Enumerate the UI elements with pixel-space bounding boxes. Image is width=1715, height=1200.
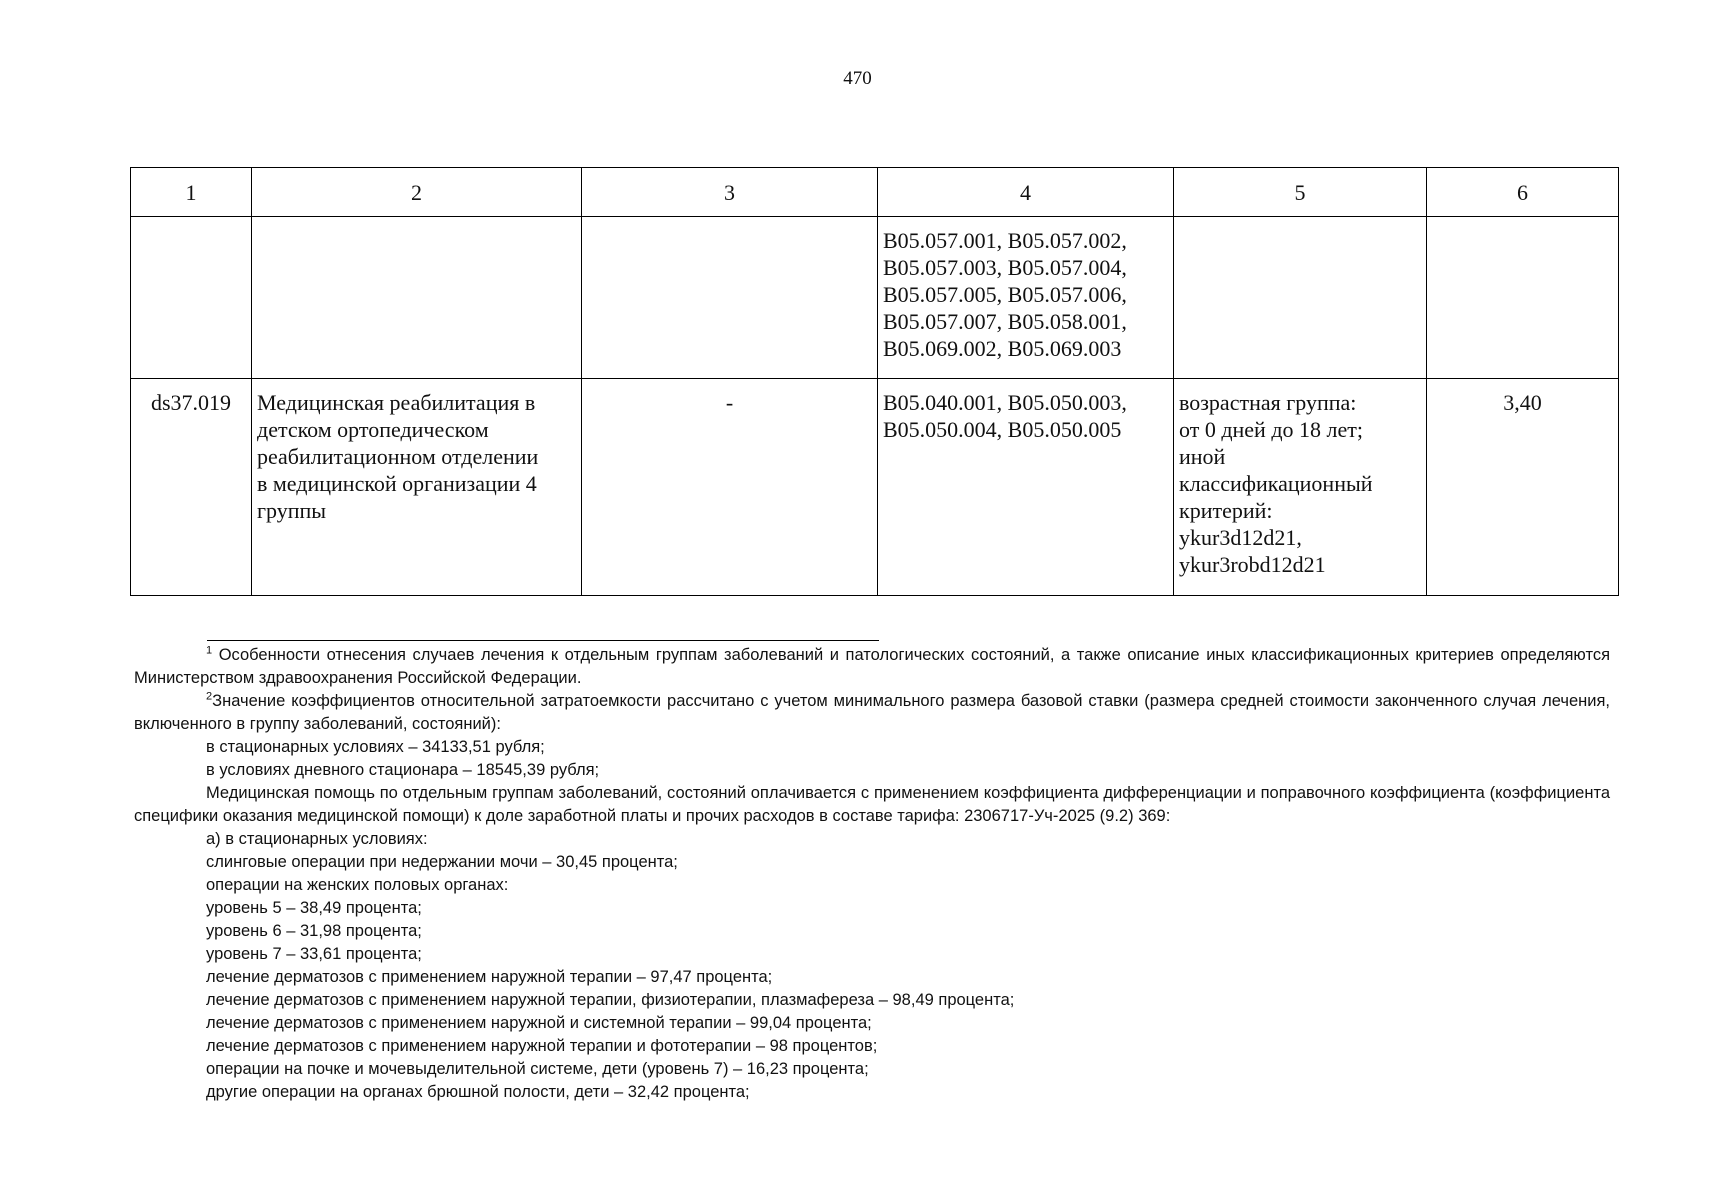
footnote-divider bbox=[207, 640, 879, 641]
page-number: 470 bbox=[843, 68, 872, 89]
coefficient-value: 3,40 bbox=[1503, 390, 1542, 415]
criteria-line: от 0 дней до 18 лет; bbox=[1179, 417, 1363, 442]
service-code-line: B05.057.003, B05.057.004, bbox=[883, 255, 1127, 280]
group-name-line: группы bbox=[257, 498, 327, 523]
criteria-line: ykur3robd12d21 bbox=[1179, 552, 1326, 577]
table-header-cell: 1 bbox=[131, 168, 252, 217]
service-code-line: B05.069.002, B05.069.003 bbox=[883, 336, 1122, 361]
table-row bbox=[131, 379, 1619, 596]
service-code-line: B05.057.001, B05.057.002, bbox=[883, 228, 1127, 253]
service-code-line: B05.050.004, B05.050.005 bbox=[883, 417, 1122, 442]
table-cell bbox=[582, 217, 878, 379]
table-cell bbox=[1174, 217, 1427, 379]
footnote-2-text: Значение коэффициентов относительной затратоемкости рассчитано с учетом минимального размера базовой ставки (размера средней стоимости законченного случая лечения, включенного в группу заболеваний, состояний): bbox=[134, 692, 1610, 733]
list-line: лечение дерматозов с применением наружной терапии и фототерапии – 98 процентов; bbox=[206, 1037, 878, 1055]
table-header-cell: 5 bbox=[1174, 168, 1427, 217]
table-header-cell: 6 bbox=[1427, 168, 1619, 217]
list-line: другие операции на органах брюшной полости, дети – 32,42 процента; bbox=[206, 1083, 750, 1101]
criteria-line: ykur3d12d21, bbox=[1179, 525, 1302, 550]
footnote-2 bbox=[134, 690, 1610, 736]
service-code-line: B05.040.001, B05.050.003, bbox=[883, 390, 1127, 415]
list-line: лечение дерматозов с применением наружной терапии – 97,47 процента; bbox=[206, 968, 773, 986]
table-cell bbox=[131, 217, 252, 379]
footnote-1 bbox=[134, 644, 1610, 690]
service-code-cell bbox=[878, 379, 1174, 596]
criteria-line: критерий: bbox=[1179, 498, 1273, 523]
table-cell bbox=[1427, 217, 1619, 379]
group-code: ds37.019 bbox=[150, 390, 232, 415]
base-rate-day-stationary: в условиях дневного стационара – 18545,39 рубля; bbox=[206, 761, 600, 779]
diagnosis-code: - bbox=[725, 390, 734, 415]
group-code-cell bbox=[131, 379, 252, 596]
table-header-cell: 2 bbox=[252, 168, 582, 217]
criteria-line: классификационный bbox=[1179, 471, 1373, 496]
service-code-line: B05.057.007, B05.058.001, bbox=[883, 309, 1127, 334]
table-header-cell: 4 bbox=[878, 168, 1174, 217]
footnote-2-mark: 2 bbox=[206, 690, 213, 703]
list-line: уровень 6 – 31,98 процента; bbox=[206, 922, 422, 940]
coefficient-cell bbox=[1427, 379, 1619, 596]
list-line: лечение дерматозов с применением наружной терапии, физиотерапии, плазмафереза – 98,49 процента; bbox=[206, 991, 1015, 1009]
list-line: уровень 5 – 38,49 процента; bbox=[206, 899, 422, 917]
list-line: слинговые операции при недержании мочи – 30,45 процента; bbox=[206, 853, 678, 871]
criteria-line: возрастная группа: bbox=[1179, 390, 1357, 415]
footnote-1-mark: 1 bbox=[206, 644, 213, 657]
criteria-cell bbox=[1174, 379, 1427, 596]
group-name-line: в медицинской организации 4 bbox=[257, 471, 537, 496]
service-code-line: B05.057.005, B05.057.006, bbox=[883, 282, 1127, 307]
footnote-1-text: Особенности отнесения случаев лечения к отдельным группам заболеваний и патологических состояний, а также описание иных классификационных критериев определяются Министерством здравоохранения Российской Федерации. bbox=[134, 646, 1610, 687]
list-line: операции на женских половых органах: bbox=[206, 876, 509, 894]
group-name-line: реабилитационном отделении bbox=[257, 444, 539, 469]
list-line: лечение дерматозов с применением наружной и системной терапии – 99,04 процента; bbox=[206, 1014, 872, 1032]
medical-help-paragraph: Медицинская помощь по отдельным группам заболеваний, состояний оплачивается с применением коэффициента дифференциации и поправочного коэффициента (коэффициента специфики оказания медицинской помощи) к доле заработной платы и прочих расходов в составе тарифа: 2306717-Уч-2025 (9.2) 369: bbox=[134, 784, 1610, 825]
tariff-table bbox=[130, 167, 1619, 596]
table-cell bbox=[252, 217, 582, 379]
diagnosis-code-cell bbox=[582, 379, 878, 596]
list-line: а) в стационарных условиях: bbox=[206, 830, 428, 848]
group-name-line: Медицинская реабилитация в bbox=[257, 390, 536, 415]
table-cell bbox=[878, 217, 1174, 379]
footnotes-section bbox=[134, 644, 1610, 1104]
criteria-line: иной bbox=[1179, 444, 1226, 469]
group-name-line: детском ортопедическом bbox=[257, 417, 489, 442]
list-line: операции на почке и мочевыделительной системе, дети (уровень 7) – 16,23 процента; bbox=[206, 1060, 869, 1078]
list-line: уровень 7 – 33,61 процента; bbox=[206, 945, 422, 963]
base-rate-stationary: в стационарных условиях – 34133,51 рубля; bbox=[206, 738, 545, 756]
table-header-cell: 3 bbox=[582, 168, 878, 217]
table-row bbox=[131, 217, 1619, 379]
table-header-row bbox=[131, 168, 1619, 217]
group-name-cell bbox=[252, 379, 582, 596]
